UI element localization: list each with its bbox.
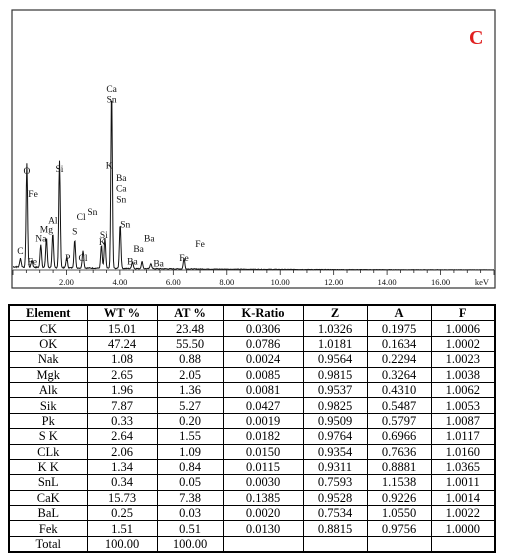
value-cell: 23.48 [157, 321, 223, 336]
value-cell: 0.25 [87, 506, 157, 521]
peak-label: P [65, 254, 71, 265]
peak-label: Fe [28, 190, 38, 201]
x-tick-label: 12.00 [324, 277, 344, 287]
panel-label: C [469, 27, 484, 49]
peak-label: Sn [106, 95, 117, 106]
table-row [9, 398, 495, 413]
peak-label: Cl [78, 254, 88, 265]
value-cell: 0.7593 [303, 475, 367, 490]
value-cell: 0.8815 [303, 521, 367, 536]
value-cell: 1.0087 [431, 413, 495, 428]
peak-label: Fe [179, 254, 189, 265]
value-cell: 1.0550 [367, 506, 431, 521]
value-cell: 1.0014 [431, 490, 495, 505]
value-cell: 5.27 [157, 398, 223, 413]
value-cell: 2.65 [87, 367, 157, 382]
element-cell: Alk [9, 382, 87, 397]
x-axis-label: keV [474, 277, 490, 287]
value-cell: 0.20 [157, 413, 223, 428]
value-cell: 1.0326 [303, 321, 367, 336]
column-header: Z [303, 305, 367, 321]
value-cell: 100.00 [87, 536, 157, 552]
value-cell: 1.0002 [431, 336, 495, 351]
value-cell: 0.0019 [223, 413, 303, 428]
value-cell: 1.34 [87, 459, 157, 474]
spectrum-series-line [13, 101, 494, 270]
peak-label: Cl [76, 213, 86, 224]
x-tick-label: 16.00 [430, 277, 451, 287]
value-cell: 1.0062 [431, 382, 495, 397]
value-cell: 2.64 [87, 429, 157, 444]
peak-label: Si [55, 165, 64, 176]
table-row [9, 490, 495, 505]
table-row [9, 321, 495, 336]
value-cell: 0.7636 [367, 444, 431, 459]
peak-label: K [98, 238, 106, 249]
value-cell: 1.0023 [431, 352, 495, 367]
plot-frame [12, 10, 495, 288]
table-row [9, 382, 495, 397]
table-row [9, 459, 495, 474]
column-header: K-Ratio [223, 305, 303, 321]
value-cell: 7.87 [87, 398, 157, 413]
value-cell: 1.0038 [431, 367, 495, 382]
value-cell: 1.0000 [431, 521, 495, 536]
value-cell: 0.03 [157, 506, 223, 521]
value-cell: 0.51 [157, 521, 223, 536]
value-cell: 0.9226 [367, 490, 431, 505]
table-header-row [9, 305, 495, 321]
peak-label: Mg [39, 225, 54, 236]
value-cell: 0.0030 [223, 475, 303, 490]
element-cell: CLk [9, 444, 87, 459]
value-cell: 1.0011 [431, 475, 495, 490]
peak-label: C [17, 246, 24, 257]
value-cell: 1.51 [87, 521, 157, 536]
value-cell: 1.0160 [431, 444, 495, 459]
value-cell: 100.00 [157, 536, 223, 552]
value-cell: 0.9528 [303, 490, 367, 505]
value-cell: 0.9311 [303, 459, 367, 474]
column-header: Element [9, 305, 87, 321]
column-header: WT % [87, 305, 157, 321]
x-tick-label: 6.00 [165, 277, 181, 287]
column-header: A [367, 305, 431, 321]
value-cell: 1.0053 [431, 398, 495, 413]
peak-label: S [72, 227, 78, 238]
element-cell: CaK [9, 490, 87, 505]
value-cell: 1.55 [157, 429, 223, 444]
peak-label: Ca [106, 85, 117, 95]
peak-label: Ba [115, 174, 127, 184]
table-row [9, 475, 495, 490]
value-cell: 2.05 [157, 367, 223, 382]
table-row [9, 367, 495, 382]
value-cell: 0.0427 [223, 398, 303, 413]
x-tick-label: 10.00 [270, 277, 290, 287]
peak-label: Ba [127, 257, 138, 268]
value-cell: 1.09 [157, 444, 223, 459]
value-cell: 0.34 [87, 475, 157, 490]
peak-label: Ba [133, 245, 144, 256]
value-cell: 1.1538 [367, 475, 431, 490]
peak-label: Ca [115, 184, 127, 195]
value-cell: 0.2294 [367, 352, 431, 367]
element-cell: OK [9, 336, 87, 351]
eds-quant-table [8, 304, 496, 553]
value-cell: 0.3264 [367, 367, 431, 382]
element-cell: CK [9, 321, 87, 336]
value-cell: 0.5797 [367, 413, 431, 428]
column-header: AT % [157, 305, 223, 321]
x-tick-label: 4.00 [112, 277, 128, 287]
peak-label: Fe [27, 257, 37, 268]
element-cell: Fek [9, 521, 87, 536]
peak-label: Sn [87, 207, 98, 218]
value-cell: 0.0786 [223, 336, 303, 351]
element-cell: BaL [9, 506, 87, 521]
value-cell: 0.9825 [303, 398, 367, 413]
peak-label: Al [48, 216, 58, 227]
value-cell: 0.0024 [223, 352, 303, 367]
peak-label: K [105, 161, 113, 172]
value-cell: 0.88 [157, 352, 223, 367]
value-cell: 0.4310 [367, 382, 431, 397]
element-cell: Total [9, 536, 87, 552]
element-cell: S K [9, 429, 87, 444]
value-cell: 47.24 [87, 336, 157, 351]
element-cell: Mgk [9, 367, 87, 382]
value-cell: 0.9764 [303, 429, 367, 444]
element-cell: Nak [9, 352, 87, 367]
value-cell: 1.0365 [431, 459, 495, 474]
value-cell: 0.0306 [223, 321, 303, 336]
value-cell: 0.1634 [367, 336, 431, 351]
value-cell: 0.0182 [223, 429, 303, 444]
peak-label: Fe [195, 239, 205, 250]
value-cell: 0.0115 [223, 459, 303, 474]
value-cell: 1.0181 [303, 336, 367, 351]
table-row [9, 429, 495, 444]
column-header: F [431, 305, 495, 321]
value-cell: 0.0020 [223, 506, 303, 521]
value-cell: 0.0081 [223, 382, 303, 397]
value-cell: 2.06 [87, 444, 157, 459]
value-cell: 1.0022 [431, 506, 495, 521]
element-cell: Sik [9, 398, 87, 413]
value-cell: 0.8881 [367, 459, 431, 474]
x-tick-label: 14.00 [377, 277, 397, 287]
x-tick-label: 8.00 [219, 277, 235, 287]
value-cell: 0.0085 [223, 367, 303, 382]
table-row [9, 444, 495, 459]
peak-label: Ba [153, 259, 164, 270]
peak-label: Sn [116, 195, 127, 206]
value-cell: 0.5487 [367, 398, 431, 413]
value-cell: 0.33 [87, 413, 157, 428]
value-cell: 0.9815 [303, 367, 367, 382]
table-row [9, 352, 495, 367]
x-tick-label: 2.00 [59, 277, 74, 287]
value-cell: 0.0150 [223, 444, 303, 459]
element-cell: SnL [9, 475, 87, 490]
value-cell: 1.08 [87, 352, 157, 367]
value-cell: 0.1975 [367, 321, 431, 336]
element-cell: Pk [9, 413, 87, 428]
value-cell: 0.0130 [223, 521, 303, 536]
value-cell: 55.50 [157, 336, 223, 351]
value-cell: 0.9509 [303, 413, 367, 428]
value-cell: 1.36 [157, 382, 223, 397]
value-cell: 15.73 [87, 490, 157, 505]
peak-label: Sn [120, 220, 131, 231]
peak-label: Na [35, 234, 47, 245]
table-row [9, 336, 495, 351]
element-cell: K K [9, 459, 87, 474]
table-row [9, 506, 495, 521]
peak-label: Si [99, 230, 108, 241]
value-cell: 0.05 [157, 475, 223, 490]
value-cell: 0.7534 [303, 506, 367, 521]
peak-label: O [23, 166, 31, 177]
table-row [9, 521, 495, 536]
value-cell: 1.0117 [431, 429, 495, 444]
eds-quant-table-wrapper [8, 304, 494, 553]
value-cell: 7.38 [157, 490, 223, 505]
value-cell: 0.84 [157, 459, 223, 474]
value-cell: 1.0006 [431, 321, 495, 336]
value-cell: 0.6966 [367, 429, 431, 444]
value-cell: 0.9537 [303, 382, 367, 397]
value-cell: 0.9354 [303, 444, 367, 459]
value-cell: 15.01 [87, 321, 157, 336]
value-cell: 1.96 [87, 382, 157, 397]
value-cell: 0.1385 [223, 490, 303, 505]
table-row [9, 413, 495, 428]
value-cell: 0.9756 [367, 521, 431, 536]
value-cell: 0.9564 [303, 352, 367, 367]
peak-label: Ba [144, 234, 155, 245]
